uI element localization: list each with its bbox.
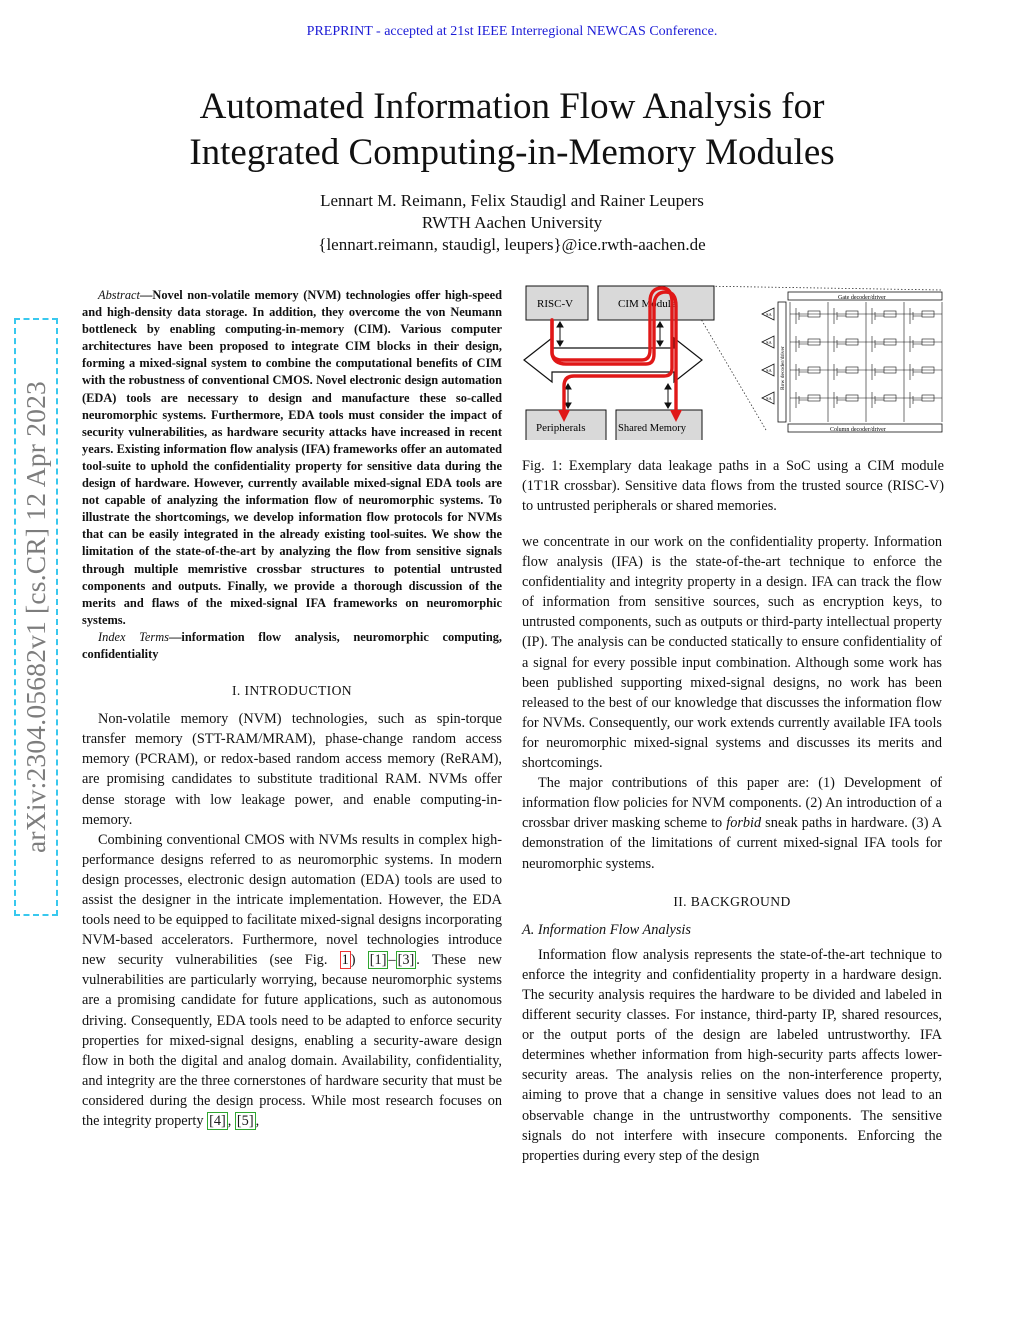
- peripherals-label: Peripherals: [536, 422, 586, 434]
- intro-end: ,: [255, 1113, 260, 1130]
- index-terms: [82, 629, 502, 663]
- title-line-1: Automated Information Flow Analysis for: [199, 86, 825, 127]
- contributions-emphasis: forbid: [726, 815, 762, 832]
- paper-title: [0, 84, 1024, 176]
- crossbar-transistor: [910, 336, 922, 352]
- affiliation: RWTH Aachen University: [421, 213, 603, 232]
- svg-text:SA: SA: [766, 396, 772, 401]
- intro-text-a: Combining conventional CMOS with NVMs results in complex high-performance designs referred to as neuromorphic systems. In modern design processes, electronic design automation (EDA) tools are used to assist the designer in the intricate implementation. However, the EDA tools need to be equipped to facilitate mixed-signal designs incorporating NVM-based accelerators. Furthermore, novel technologies introduce new security vulnerabilities (see Fig.: [82, 831, 502, 969]
- intro-comma: ,: [227, 1113, 235, 1130]
- crossbar-schematic: [762, 292, 942, 433]
- author-block: [0, 190, 1024, 256]
- crossbar-transistor: [834, 308, 846, 324]
- crossbar-transistor: [796, 392, 808, 408]
- abstract-label: Abstract: [98, 288, 140, 302]
- index-terms-text: —information flow analysis, neuromorphic computing, confidentiality: [82, 629, 503, 661]
- crossbar-transistor: [796, 364, 808, 380]
- crossbar-transistor: [910, 392, 922, 408]
- index-terms-label: Index Terms: [98, 629, 169, 644]
- column-decoder-label: Column decoder/driver: [830, 427, 886, 433]
- contributions-paragraph: [522, 773, 942, 873]
- svg-text:SA: SA: [766, 312, 772, 317]
- ifa-paragraph-1: Information flow analysis represents the state-of-the-art technique to enforce the integrity and confidentiality property in a hardware design. The security analysis requires the hardware to be divided and labeled in different security classes. For instance, third-party IP, shared resources, or the output ports of the design are labeled untrustworthy. IFA determines whether information from high-security parts affects lower-security areas. The analysis relies on the non-interference property, aiming to prove that a change in sensitive values does not lead to an observable change in the untrustworthy components. The sensitive signals do not interfere with insecure components. Enforcing the properties during every step of the design: [522, 946, 942, 1164]
- svg-text:SA: SA: [766, 368, 772, 373]
- crossbar-transistor: [834, 336, 846, 352]
- callout-line-bottom: [698, 314, 766, 430]
- crossbar-transistor: [834, 364, 846, 380]
- figure-1-caption: Fig. 1: Exemplary data leakage paths in a SoC using a CIM module (1T1R crossbar). Sensitive data flows from the trusted source (RISC-V) to untrusted peripherals or shared memories.: [522, 458, 944, 515]
- preprint-banner: PREPRINT - accepted at 21st IEEE Interregional NEWCAS Conference.: [306, 24, 718, 39]
- crossbar-transistor: [910, 308, 922, 324]
- intro-text-c: . These new vulnerabilities are particularly worrying, because neuromorphic systems are a promising candidate for future applications, such as autonomous driving. Consequently, EDA tools need to be adapted to enforce security properties for mixed-signal designs, enabling a security-aware design flow in both the digital and analog domain. Availability, confidentiality, and integrity are the three cornerstones of hardware security that must be considered during the design process. While most research focuses on the integrity property: [82, 952, 502, 1130]
- crossbar-transistor: [910, 364, 922, 380]
- arxiv-stamp[interactable]: [14, 318, 58, 916]
- risc-v-label: RISC-V: [537, 298, 574, 310]
- figure-1-link[interactable]: 1: [341, 952, 349, 969]
- arxiv-identifier: arXiv:2304.05682v1 [cs.CR] 12 Apr 2023: [20, 380, 51, 854]
- author-names: Lennart M. Reimann, Felix Staudigl and Rainer Leupers: [320, 191, 704, 210]
- crossbar-transistor: [872, 336, 884, 352]
- citation-5-link[interactable]: [5]: [236, 1113, 254, 1130]
- shared-memory-label: Shared Memory: [618, 423, 686, 434]
- title-line-2: Integrated Computing-in-Memory Modules: [189, 132, 835, 173]
- row-decoder-label: Row decoder/driver: [780, 346, 786, 390]
- intro-paragraph-2: [82, 830, 502, 1131]
- citation-4-link[interactable]: [4]: [209, 1113, 226, 1130]
- gate-decoder-label: Gate decoder/driver: [838, 295, 886, 301]
- figure-1-diagram: [522, 280, 946, 440]
- crossbar-transistor: [872, 364, 884, 380]
- crossbar-cells: [790, 302, 942, 422]
- contributions-text-b: sneak paths in hardware. (3) A demonstration of the limitations of current mixed-signal IFA tools for neuromorphic systems.: [522, 815, 942, 872]
- right-paragraph-1: we concentrate in our work on the confidentiality property. Information flow analysis (IFA) is the state-of-the-art technique to enforce the confidentiality and integrity property in a design. IFA can track the flow of information from sensitive sources, such as encryption keys, to untrusted components, such as outputs or third-party intellectual property (IP). The analysis can be conducted statically to ensure confidentiality of a signal for every possible input combination. Although some work has been published supporting mixed-signal designs, no work has been released to the best of our knowledge that discusses the information flow for NVMs. Consequently, our work extends currently available IFA tools for neuromorphic mixed-signal systems and discusses its merits and shortcomings.: [522, 534, 942, 772]
- email-addresses: {lennart.reimann, staudigl, leupers}@ice.rwth-aachen.de: [318, 235, 706, 254]
- cim-module-label: CIM Module: [618, 298, 676, 310]
- left-column: [82, 287, 502, 1131]
- section-heading-introduction: I. INTRODUCTION: [231, 683, 353, 699]
- citation-1-link[interactable]: [1]: [369, 952, 387, 969]
- abstract-text: —Novel non-volatile memory (NVM) technologies offer high-speed and high-density data storage. In addition, they overcome the von Neumann bottleneck by enabling computing-in-memory (CIM). Various computer architectures have been proposed to integrate CIM blocks in their design, forming a mixed-signal system to combine the computational benefits of CIM with the robustness of conventional CMOS. Novel electronic design automation (EDA) tools are necessary to design and manufacture these so-called neuromorphic systems. Furthermore, EDA tools must consider the impact of security vulnerabilities, as hardware security attacks have increased in recent years. Existing information flow analysis (IFA) frameworks offer an automated tool-suite to uphold the confidentiality property for sensitive data during the design of hardware. However, currently available mixed-signal EDA tools are not capable of analyzing the information flow of neuromorphic systems. To illustrate the shortcomings, we develop information flow protocols for NVMs that can be easily integrated in the already existing tool-suites. We show the limitation of the state-of-the-art by analyzing the flow from sensitive signals through multiple memristive crossbar structures to potential untrusted components and outputs. Finally, we provide a thorough discussion of the merits and flaws of the mixed-signal IFA frameworks on neuromorphic systems.: [82, 288, 502, 627]
- intro-paragraph-1: Non-volatile memory (NVM) technologies, such as spin-torque transfer memory (STT-RAM/MRAM), phase-change random access memory (PCRAM), or redox-based random access memory (ReRAM), are promising candidates to substitute traditional RAM. NVMs offer dense storage with low leakage power, and enable computing-in-memory.: [82, 711, 502, 828]
- callout-line-top: [698, 286, 942, 290]
- intro-dash: –: [388, 952, 396, 969]
- sense-amplifier-labels: [766, 312, 773, 401]
- contributions-text-a: The major contributions of this paper are: (1) Development of information flow policies for NVM components. (2) An introduction of a crossbar driver masking scheme to: [522, 775, 942, 832]
- sense-amplifiers: [762, 308, 774, 404]
- crossbar-transistor: [834, 392, 846, 408]
- abstract: [82, 287, 502, 629]
- crossbar-transistor: [796, 336, 808, 352]
- crossbar-transistor: [872, 392, 884, 408]
- section-heading-background: II. BACKGROUND: [673, 893, 791, 909]
- svg-text:SA: SA: [766, 340, 772, 345]
- crossbar-transistor: [872, 308, 884, 324]
- right-column: [522, 532, 942, 1166]
- citation-3-link[interactable]: [3]: [397, 952, 415, 969]
- intro-text-b: ): [350, 952, 368, 969]
- subsection-heading-ifa: A. Information Flow Analysis: [522, 921, 691, 938]
- crossbar-transistor: [796, 308, 808, 324]
